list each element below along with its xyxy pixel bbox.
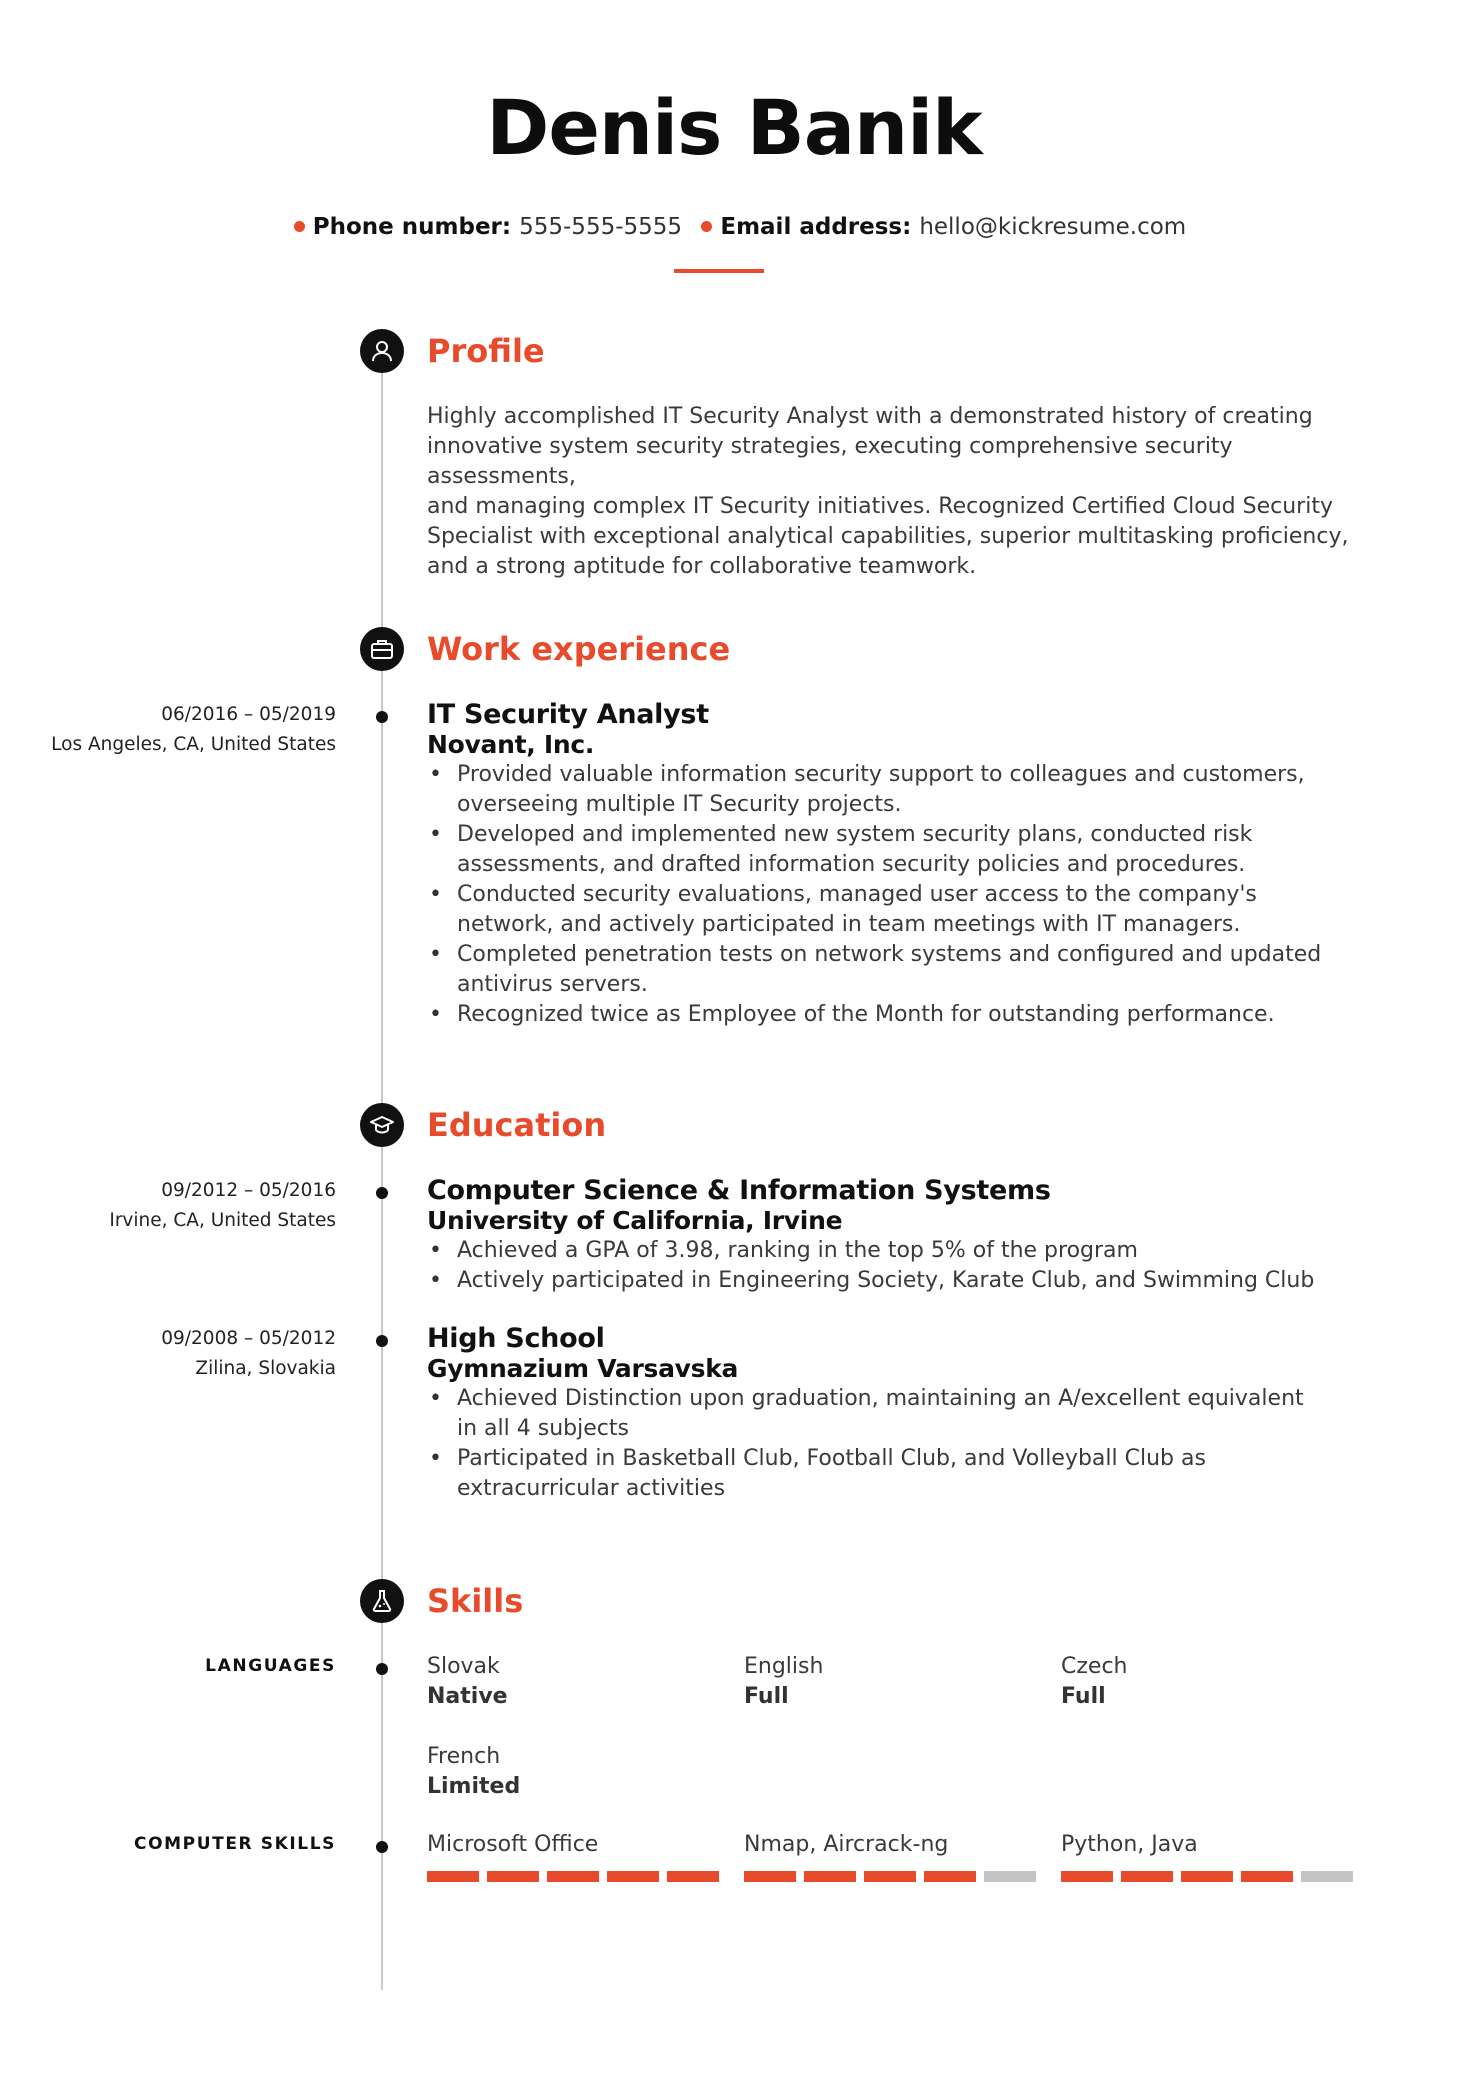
profile-line: Highly accomplished IT Security Analyst with a demonstrated history of creating	[427, 404, 1313, 429]
rating-segment-filled	[1241, 1871, 1293, 1882]
language-name: Slovak	[427, 1654, 500, 1679]
bullet-dot	[701, 221, 712, 232]
phone-label: Phone number:	[312, 214, 512, 240]
rating-segment-filled	[607, 1871, 659, 1882]
timeline-line	[381, 360, 383, 1990]
computer-skill-name: Nmap, Aircrack-ng	[744, 1832, 949, 1857]
rating-segment-filled	[547, 1871, 599, 1882]
education-bullets	[427, 1384, 1367, 1504]
profile-line: and managing complex IT Security initiatives. Recognized Certified Cloud Security	[427, 494, 1333, 519]
section-title-education: Education	[427, 1106, 607, 1144]
education-location: Zilina, Slovakia	[195, 1358, 336, 1379]
rating-segment-filled	[487, 1871, 539, 1882]
skill-rating-bar	[427, 1871, 719, 1882]
degree-title: Computer Science & Information Systems	[427, 1175, 1051, 1206]
education-meta	[16, 1176, 336, 1236]
language-item	[1061, 1652, 1127, 1712]
person-icon	[360, 329, 404, 373]
list-item: • Provided valuable information security support to colleagues and customers, overseeing multiple IT Security projects.	[427, 760, 1367, 820]
languages-label: LANGUAGES	[205, 1656, 336, 1676]
rating-segment-empty	[984, 1871, 1036, 1882]
rating-segment-filled	[744, 1871, 796, 1882]
degree-title: High School	[427, 1323, 605, 1354]
language-item	[427, 1652, 508, 1712]
timeline-dot	[376, 711, 388, 723]
education-location: Irvine, CA, United States	[109, 1210, 336, 1231]
rating-segment-filled	[804, 1871, 856, 1882]
list-item: • Conducted security evaluations, managed user access to the company's network, and actively participated in team meetings with IT managers.	[427, 880, 1367, 940]
job-title: IT Security Analyst	[427, 699, 709, 730]
profile-line: innovative system security strategies, executing comprehensive security assessments,	[427, 434, 1233, 489]
profile-line: Specialist with exceptional analytical capabilities, superior multitasking proficiency,	[427, 524, 1349, 549]
job-meta	[16, 700, 336, 760]
school-name: University of California, Irvine	[427, 1206, 843, 1235]
language-level: Native	[427, 1684, 508, 1709]
list-item: • Achieved Distinction upon graduation, maintaining an A/excellent equivalent in all 4 subjects	[427, 1384, 1367, 1444]
email-value: hello@kickresume.com	[919, 214, 1187, 240]
flask-icon	[360, 1579, 404, 1623]
candidate-name: Denis Banik	[486, 83, 982, 172]
language-level: Full	[1061, 1684, 1106, 1709]
language-name: French	[427, 1744, 501, 1769]
language-name: Czech	[1061, 1654, 1128, 1679]
computer-skill-name: Microsoft Office	[427, 1832, 599, 1857]
contact-line	[0, 210, 1468, 244]
computer-skill-name: Python, Java	[1061, 1832, 1198, 1857]
education-dates: 09/2012 – 05/2016	[161, 1180, 336, 1201]
rating-segment-empty	[1301, 1871, 1353, 1882]
rating-segment-filled	[1181, 1871, 1233, 1882]
list-item: • Achieved a GPA of 3.98, ranking in the top 5% of the program	[427, 1236, 1367, 1266]
timeline-dot	[376, 1841, 388, 1853]
briefcase-icon	[360, 627, 404, 671]
list-item: • Recognized twice as Employee of the Month for outstanding performance.	[427, 1000, 1367, 1030]
job-bullets	[427, 760, 1367, 1030]
timeline-dot	[376, 1335, 388, 1347]
list-item: • Actively participated in Engineering Society, Karate Club, and Swimming Club	[427, 1266, 1367, 1296]
education-dates: 09/2008 – 05/2012	[161, 1328, 336, 1349]
language-item	[744, 1652, 823, 1712]
list-item: • Developed and implemented new system security plans, conducted risk assessments, and drafted information security policies and procedures.	[427, 820, 1367, 880]
list-item: • Completed penetration tests on network systems and configured and updated antivirus servers.	[427, 940, 1367, 1000]
skill-rating-bar	[744, 1871, 1036, 1882]
job-company: Novant, Inc.	[427, 730, 595, 759]
section-title-profile: Profile	[427, 332, 545, 370]
job-dates: 06/2016 – 05/2019	[161, 704, 336, 725]
school-name: Gymnazium Varsavska	[427, 1354, 739, 1383]
profile-line: and a strong aptitude for collaborative teamwork.	[427, 554, 977, 579]
bullet-dot	[294, 221, 305, 232]
language-name: English	[744, 1654, 824, 1679]
timeline-dot	[376, 1663, 388, 1675]
rating-segment-filled	[924, 1871, 976, 1882]
timeline-dot	[376, 1187, 388, 1199]
language-level: Full	[744, 1684, 789, 1709]
profile-summary	[427, 402, 1377, 582]
language-item	[427, 1742, 520, 1802]
rating-segment-filled	[1121, 1871, 1173, 1882]
section-title-skills: Skills	[427, 1582, 524, 1620]
list-item: • Participated in Basketball Club, Football Club, and Volleyball Club as extracurricular activities	[427, 1444, 1367, 1504]
education-meta	[16, 1324, 336, 1384]
rating-segment-filled	[667, 1871, 719, 1882]
education-bullets	[427, 1236, 1367, 1296]
job-location: Los Angeles, CA, United States	[51, 734, 336, 755]
rating-segment-filled	[864, 1871, 916, 1882]
rating-segment-filled	[427, 1871, 479, 1882]
graduation-cap-icon	[360, 1103, 404, 1147]
section-title-work: Work experience	[427, 630, 731, 668]
language-level: Limited	[427, 1774, 521, 1799]
email-label: Email address:	[720, 214, 912, 240]
header-divider	[674, 269, 764, 273]
rating-segment-filled	[1061, 1871, 1113, 1882]
computer-skills-label: COMPUTER SKILLS	[134, 1834, 336, 1854]
skill-rating-bar	[1061, 1871, 1353, 1882]
phone-value: 555-555-5555	[519, 214, 683, 240]
